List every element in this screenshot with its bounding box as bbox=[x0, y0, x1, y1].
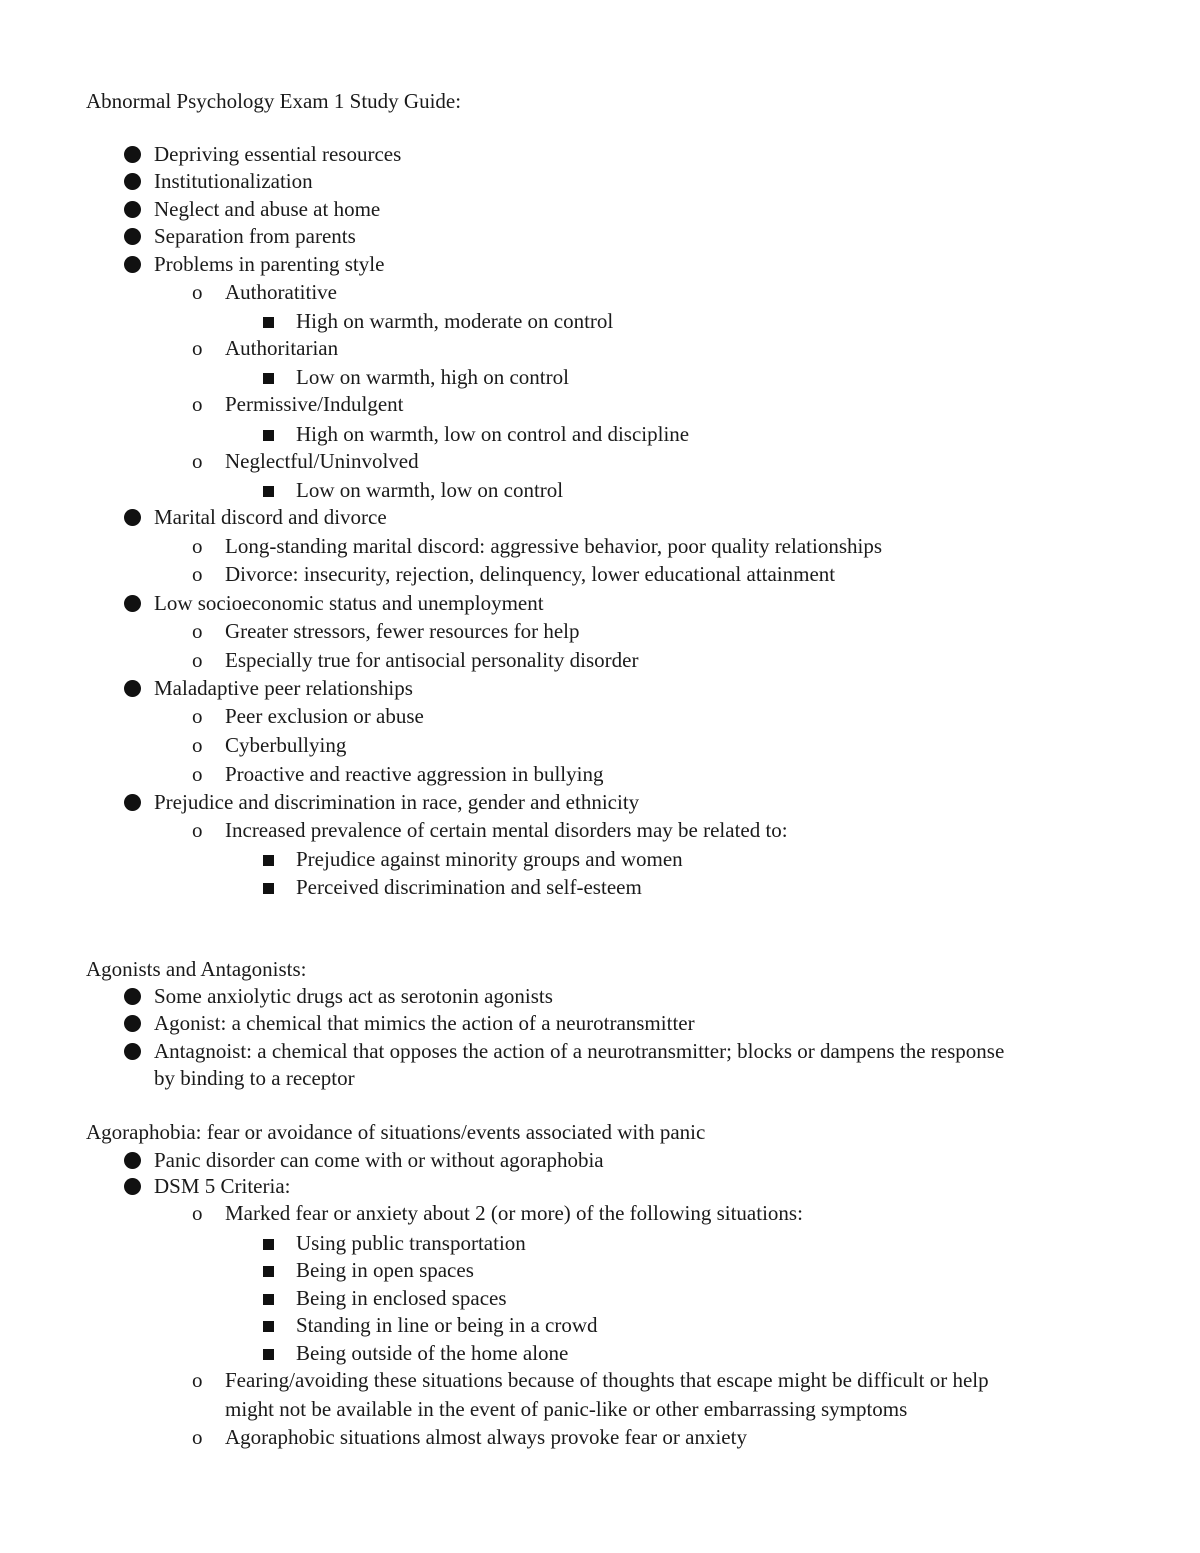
bullet-icon bbox=[124, 1146, 144, 1174]
bullet-icon bbox=[124, 788, 144, 816]
square-bullet-icon bbox=[263, 363, 283, 391]
sub-sub-list-item-text: Being in enclosed spaces bbox=[296, 1286, 507, 1310]
square-bullet-icon bbox=[263, 1284, 283, 1312]
bullet-icon bbox=[124, 589, 144, 617]
sub-list-item-text: Peer exclusion or abuse bbox=[225, 704, 424, 728]
bullet-icon bbox=[124, 1037, 144, 1065]
sub-sub-list-item-text: Using public transportation bbox=[296, 1231, 526, 1255]
circle-bullet-icon: o bbox=[192, 562, 203, 586]
sub-list-item-text: Long-standing marital discord: aggressive behavior, poor quality relationships bbox=[225, 534, 883, 558]
list-item-text: Maladaptive peer relationships bbox=[154, 676, 413, 700]
sub-sub-list-item-text: Being in open spaces bbox=[296, 1258, 474, 1282]
bullet-icon bbox=[124, 982, 144, 1010]
sub-list-item-text: Divorce: insecurity, rejection, delinquency, lower educational attainment bbox=[225, 562, 836, 586]
bullet-icon bbox=[124, 1172, 144, 1200]
bullet-icon bbox=[124, 674, 144, 702]
sub-list-item-text: Authoratitive bbox=[225, 280, 337, 304]
circle-bullet-icon: o bbox=[192, 336, 203, 360]
circle-bullet-icon: o bbox=[192, 534, 203, 558]
bullet-icon bbox=[124, 1009, 144, 1037]
sub-sub-list-item-text: Low on warmth, high on control bbox=[296, 365, 569, 389]
circle-bullet-icon: o bbox=[192, 280, 203, 304]
square-bullet-icon bbox=[263, 307, 283, 335]
square-bullet-icon bbox=[263, 1339, 283, 1367]
circle-bullet-icon: o bbox=[192, 1425, 203, 1449]
circle-bullet-icon: o bbox=[192, 392, 203, 416]
square-bullet-icon bbox=[263, 1256, 283, 1284]
square-bullet-icon bbox=[263, 873, 283, 901]
sub-sub-list-item-text: Prejudice against minority groups and women bbox=[296, 847, 683, 871]
sub-sub-list-item-text: High on warmth, moderate on control bbox=[296, 309, 614, 333]
circle-bullet-icon: o bbox=[192, 704, 203, 728]
list-item-text: Some anxiolytic drugs act as serotonin agonists bbox=[154, 984, 553, 1008]
circle-bullet-icon: o bbox=[192, 648, 203, 672]
sub-list-item-text: Proactive and reactive aggression in bullying bbox=[225, 762, 604, 786]
sub-sub-list-item-text: Being outside of the home alone bbox=[296, 1341, 569, 1365]
sub-list-item-continuation: might not be available in the event of panic-like or other embarrassing symptoms bbox=[225, 1397, 908, 1421]
sub-list-item-text: Permissive/Indulgent bbox=[225, 392, 404, 416]
section-heading: Agonists and Antagonists: bbox=[86, 957, 307, 981]
list-item-text: Prejudice and discrimination in race, gender and ethnicity bbox=[154, 790, 640, 814]
sub-sub-list-item-text: Low on warmth, low on control bbox=[296, 478, 564, 502]
list-item-text: Separation from parents bbox=[154, 224, 356, 248]
square-bullet-icon bbox=[263, 1229, 283, 1257]
list-item-text: Depriving essential resources bbox=[154, 142, 402, 166]
list-item-text: Marital discord and divorce bbox=[154, 505, 387, 529]
sub-sub-list-item-text: Perceived discrimination and self-esteem bbox=[296, 875, 642, 899]
bullet-icon bbox=[124, 195, 144, 223]
list-item-continuation: by binding to a receptor bbox=[154, 1066, 355, 1090]
bullet-icon bbox=[124, 250, 144, 278]
sub-list-item-text: Marked fear or anxiety about 2 (or more) of the following situations: bbox=[225, 1201, 803, 1225]
bullet-icon bbox=[124, 503, 144, 531]
sub-list-item-text: Authoritarian bbox=[225, 336, 339, 360]
sub-list-item-text: Especially true for antisocial personality disorder bbox=[225, 648, 639, 672]
sub-list-item-text: Fearing/avoiding these situations because of thoughts that escape might be difficult or help bbox=[225, 1368, 989, 1392]
bullet-icon bbox=[124, 222, 144, 250]
bullet-icon bbox=[124, 167, 144, 195]
sub-list-item-text: Neglectful/Uninvolved bbox=[225, 449, 419, 473]
sub-sub-list-item-text: Standing in line or being in a crowd bbox=[296, 1313, 598, 1337]
list-item-text: Problems in parenting style bbox=[154, 252, 385, 276]
sub-list-item-text: Increased prevalence of certain mental disorders may be related to: bbox=[225, 818, 788, 842]
list-item-text: Panic disorder can come with or without agoraphobia bbox=[154, 1148, 604, 1172]
list-item-text: Institutionalization bbox=[154, 169, 313, 193]
list-item-text: Agonist: a chemical that mimics the action of a neurotransmitter bbox=[154, 1011, 695, 1035]
list-item-text: DSM 5 Criteria: bbox=[154, 1174, 291, 1198]
circle-bullet-icon: o bbox=[192, 733, 203, 757]
circle-bullet-icon: o bbox=[192, 1201, 203, 1225]
square-bullet-icon bbox=[263, 420, 283, 448]
sub-list-item-text: Cyberbullying bbox=[225, 733, 347, 757]
bullet-icon bbox=[124, 140, 144, 168]
list-item-text: Neglect and abuse at home bbox=[154, 197, 381, 221]
list-item-text: Low socioeconomic status and unemployment bbox=[154, 591, 544, 615]
circle-bullet-icon: o bbox=[192, 818, 203, 842]
square-bullet-icon bbox=[263, 476, 283, 504]
sub-list-item-text: Agoraphobic situations almost always provoke fear or anxiety bbox=[225, 1425, 747, 1449]
section-heading: Abnormal Psychology Exam 1 Study Guide: bbox=[86, 89, 462, 113]
sub-sub-list-item-text: High on warmth, low on control and discipline bbox=[296, 422, 690, 446]
section-heading: Agoraphobia: fear or avoidance of situations/events associated with panic bbox=[86, 1120, 706, 1144]
circle-bullet-icon: o bbox=[192, 619, 203, 643]
square-bullet-icon bbox=[263, 1311, 283, 1339]
circle-bullet-icon: o bbox=[192, 449, 203, 473]
list-item-text: Antagnoist: a chemical that opposes the action of a neurotransmitter; blocks or dampens the response bbox=[154, 1039, 1005, 1063]
square-bullet-icon bbox=[263, 845, 283, 873]
circle-bullet-icon: o bbox=[192, 1368, 203, 1392]
sub-list-item-text: Greater stressors, fewer resources for help bbox=[225, 619, 580, 643]
circle-bullet-icon: o bbox=[192, 762, 203, 786]
